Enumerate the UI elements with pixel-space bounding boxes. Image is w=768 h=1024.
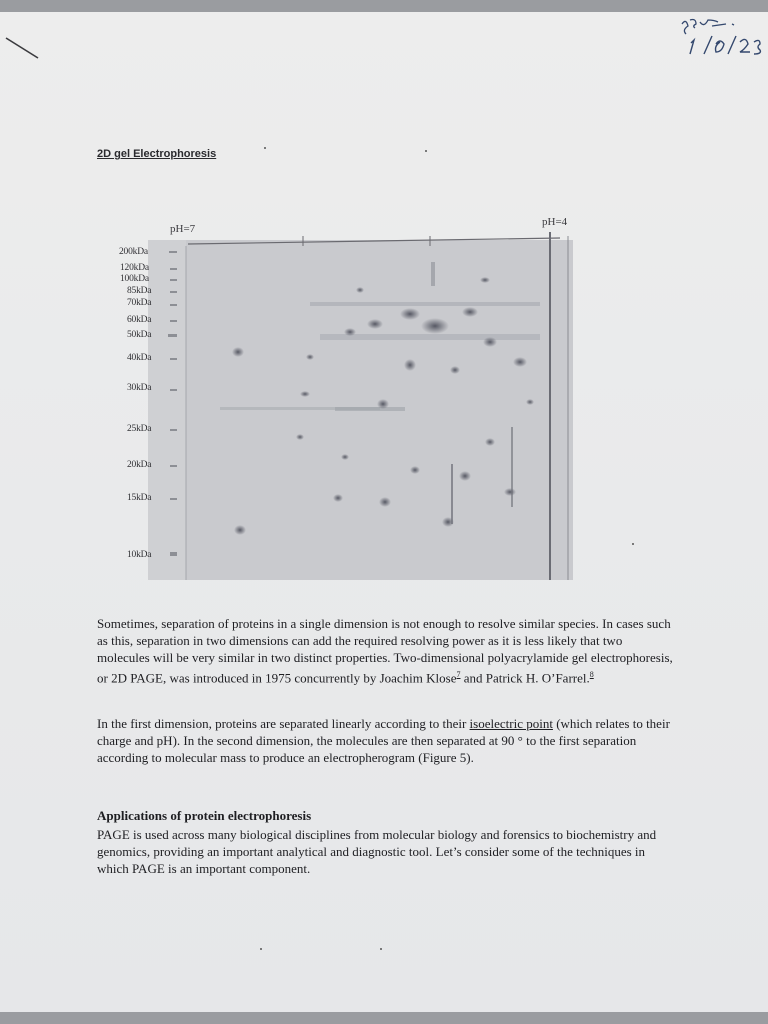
pen-mark bbox=[4, 32, 44, 62]
document-page bbox=[0, 12, 768, 1012]
dust-speck bbox=[264, 147, 266, 149]
paragraph-dimensions-text: In the first dimension, proteins are separated linearly according to their bbox=[97, 716, 470, 731]
mw-label: 15kDa bbox=[127, 493, 152, 503]
paragraph-applications: PAGE is used across many biological disciplines from molecular biology and forensics to biochemistry and genomics, providing an important analytical and diagnostic tool. Let’s consider some of the techniques in which PAGE is an important component. bbox=[97, 827, 657, 876]
isoelectric-point-link[interactable]: isoelectric point bbox=[469, 716, 553, 731]
section-heading: Applications of protein electrophoresis bbox=[97, 808, 312, 823]
mw-label: 20kDa bbox=[127, 460, 152, 470]
paragraph-intro-text-2: and Patrick H. O’Farrel. bbox=[460, 670, 590, 686]
gel-figure bbox=[110, 202, 590, 592]
paragraph-intro-text: Sometimes, separation of proteins in a single dimension is not enough to resolve similar species. In cases such as this, separation in two dimensions can add the required resolving power as it is less likely that two molecules will be very similar in two distinct properties. Two-dimensional polyacrylamide gel electrophoresis, or 2D PAGE, was introduced in 1975 concurrently by Joachim Klose bbox=[97, 616, 673, 686]
mw-label: 200kDa bbox=[119, 247, 148, 257]
mw-label: 40kDa bbox=[127, 353, 152, 363]
dust-speck bbox=[260, 948, 262, 950]
paragraph-intro bbox=[97, 615, 677, 686]
mw-label: 30kDa bbox=[127, 383, 152, 393]
mw-label: 85kDa bbox=[127, 286, 152, 296]
mw-label: 25kDa bbox=[127, 424, 152, 434]
mw-label: 120kDa bbox=[120, 263, 149, 273]
ph-7-label: pH=7 bbox=[170, 223, 196, 235]
paragraph-dimensions-text-2: (which relates to their charge and pH). In the second dimension, the molecules are then separated at 90 ° to the first separation according to molecular mass to produce an electropherogram (Figure 5). bbox=[97, 716, 670, 765]
mw-label: 60kDa bbox=[127, 315, 152, 325]
dust-speck bbox=[632, 543, 634, 545]
handwritten-signature bbox=[668, 14, 764, 64]
figure-heading: 2D gel Electrophoresis bbox=[97, 148, 217, 160]
mw-label: 10kDa bbox=[127, 550, 152, 560]
reference-8[interactable]: 8 bbox=[589, 670, 594, 679]
gel-image bbox=[110, 202, 590, 592]
dust-speck bbox=[425, 150, 427, 152]
mw-label: 50kDa bbox=[127, 330, 152, 340]
mw-label: 70kDa bbox=[127, 298, 152, 308]
reference-7[interactable]: 7 bbox=[456, 670, 461, 679]
ph-4-label: pH=4 bbox=[542, 216, 568, 228]
paragraph-dimensions bbox=[97, 715, 677, 766]
dust-speck bbox=[380, 948, 382, 950]
mw-label: 100kDa bbox=[120, 274, 149, 284]
